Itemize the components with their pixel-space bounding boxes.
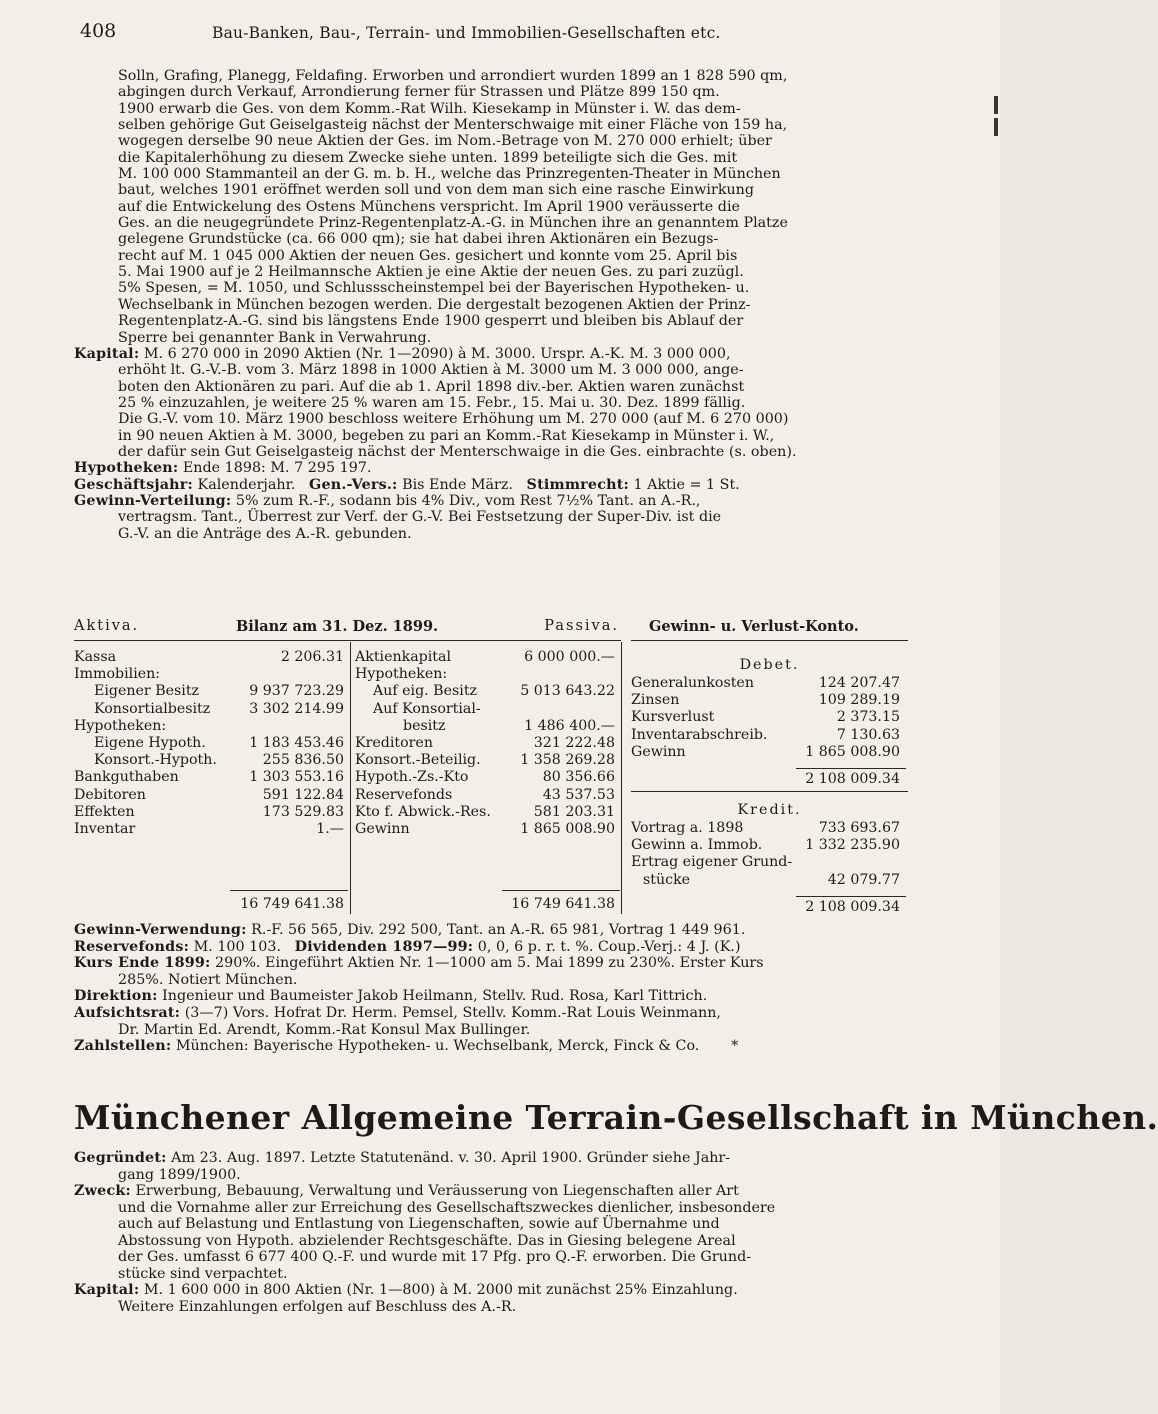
table-row: [631, 837, 908, 854]
passiva-total: 16 749 641.38: [511, 896, 615, 912]
row-label: Kursverlust: [631, 709, 715, 726]
table-row: [355, 666, 621, 683]
kapital-section: [74, 346, 908, 460]
hypotheken-section: [74, 460, 908, 476]
kurs-label: Kurs Ende 1899:: [74, 955, 211, 972]
row-value: 2 373.15: [836, 709, 900, 726]
row-label: Konsort.-Hypoth.: [94, 752, 217, 769]
row-value: 7 130.63: [836, 726, 900, 743]
row-value: 581 203.31: [533, 803, 615, 820]
stimmrecht-text: 1 Aktie = 1 St.: [633, 476, 740, 493]
row-label: Bankguthaben: [74, 769, 179, 786]
text-line: 5% Spesen, = M. 1050, und Schlussscheinstempel bei der Bayerischen Hypotheken- u.: [118, 280, 750, 297]
aufsichtsrat-label: Aufsichtsrat:: [74, 1004, 181, 1021]
table-row: [631, 675, 908, 692]
aktiva-total: 16 749 641.38: [240, 896, 344, 912]
rule: [631, 640, 908, 641]
stimmrecht-label: Stimmrecht:: [526, 476, 629, 493]
row-label: Konsort.-Beteilig.: [355, 752, 481, 769]
table-row: [74, 701, 350, 718]
page-number: 408: [80, 20, 117, 42]
hypotheken-label: Hypotheken:: [74, 460, 179, 477]
text-line: M. 100 000 Stammanteil an der G. m. b. H., welche das Prinzregenten-Theater in München: [118, 166, 781, 183]
text-line: Sperre bei genannter Bank in Verwahrung.: [118, 329, 432, 346]
row-value: 1 332 235.90: [805, 837, 900, 854]
row-label: Eigene Hypoth.: [94, 734, 206, 751]
table-row: [74, 821, 350, 838]
direktion-text: Ingenieur und Baumeister Jakob Heilmann, Stellv. Rud. Rosa, Karl Tittrich.: [162, 988, 708, 1005]
text-line: 1900 erwarb die Ges. von dem Komm.-Rat Wilh. Kiesekamp in Münster i. W. das dem-: [118, 100, 741, 117]
running-title: Bau-Banken, Bau-, Terrain- und Immobilien-Gesellschaften etc.: [212, 24, 721, 42]
text-line: der Ges. umfasst 6 677 400 Q.-F. und wurde mit 17 Pfg. pro Q.-F. erworben. Die Grund-: [118, 1249, 752, 1265]
rule: [74, 640, 621, 641]
gen-vers-text: Bis Ende März.: [402, 476, 513, 493]
edge-mark: [994, 96, 998, 114]
text-line: auf die Entwickelung des Ostens Münchens verspricht. Im April 1900 veräusserte die: [118, 198, 740, 215]
kapital-label: Kapital:: [74, 1282, 140, 1298]
row-value: 1 358 269.28: [520, 752, 615, 769]
gegruendet-label: Gegründet:: [74, 1150, 167, 1166]
zahlstellen-label: Zahlstellen:: [74, 1038, 172, 1055]
passiva-label: Passiva.: [544, 618, 619, 634]
gegruendet-text: Am 23. Aug. 1897. Letzte Statutenänd. v. 30. April 1900. Gründer siehe Jahr-: [171, 1150, 731, 1166]
row-value: 255 836.50: [262, 752, 344, 769]
balance-title: Bilanz am 31. Dez. 1899.: [236, 618, 439, 635]
text-line: in 90 neuen Aktien à M. 3000, begeben zu pari an Komm.-Rat Kiesekamp in Münster i. W.,: [118, 427, 775, 444]
text-line: abgingen durch Verkauf, Arrondierung ferner für Strassen und Plätze 899 150 qm.: [118, 84, 720, 101]
table-row: [631, 820, 908, 837]
table-row: [355, 718, 621, 735]
row-label: Aktienkapital: [355, 649, 451, 665]
geschaeftsjahr-section: [74, 477, 908, 493]
company-heading: Münchener Allgemeine Terrain-Gesellschaft in München.: [74, 1098, 1158, 1137]
table-row: [74, 666, 350, 683]
table-row: [355, 787, 621, 804]
row-label: besitz: [403, 717, 446, 734]
table-row: [355, 804, 621, 821]
row-value: 9 937 723.29: [249, 683, 344, 700]
zahlstellen-text: München: Bayerische Hypotheken- u. Wechselbank, Merck, Finck & Co.: [175, 1038, 700, 1055]
row-value: 1 303 553.16: [249, 769, 344, 786]
total-rule: [502, 890, 620, 891]
row-value: 6 000 000.—: [524, 649, 615, 665]
row-label: stücke: [643, 871, 691, 888]
text-line: 5. Mai 1900 auf je 2 Heilmannsche Aktien je eine Aktie der neuen Ges. zu pari zuzügl.: [118, 264, 744, 281]
row-value: 1 865 008.90: [520, 820, 615, 837]
aktiva-label: Aktiva.: [74, 618, 140, 634]
aufsichtsrat-text-continued: Dr. Martin Ed. Arendt, Komm.-Rat Konsul Max Bullinger.: [118, 1021, 531, 1038]
text-line: 5% zum R.-F., sodann bis 4% Div., vom Rest 7½% Tant. an A.-R.,: [235, 492, 701, 509]
table-row: [355, 735, 621, 752]
row-value: 109 289.19: [818, 692, 900, 709]
table-row: [74, 683, 350, 700]
debet-label: Debet.: [739, 657, 800, 673]
table-row: [355, 683, 621, 700]
text-line: Solln, Grafing, Planegg, Feldafing. Erworben und arrondiert wurden 1899 an 1 828 590 qm,: [118, 68, 788, 84]
table-row: [355, 701, 621, 718]
verwendung-text: R.-F. 56 565, Div. 292 500, Tant. an A.-R. 65 981, Vortrag 1 449 961.: [251, 922, 746, 938]
row-value: 591 122.84: [262, 786, 344, 803]
gewinnverteilung-section: [74, 493, 908, 542]
table-row: [74, 735, 350, 752]
row-label: Auf Konsortial-: [373, 700, 481, 717]
row-label: Kto f. Abwick.-Res.: [355, 803, 491, 820]
verwendung-label: Gewinn-Verwendung:: [74, 922, 247, 938]
row-value: 43 537.53: [542, 786, 615, 803]
asterisk-mark: *: [731, 1038, 739, 1055]
row-value: 173 529.83: [262, 803, 344, 820]
text-line: erhöht lt. G.-V.-B. vom 3. März 1898 in 1000 Aktien à M. 3000 um M. 3 000 000, ange-: [118, 362, 744, 379]
text-line: der dafür sein Gut Geiselgasteig nächst der Menterschwaige in die Ges. einbrachte (s. oben).: [118, 443, 797, 460]
row-value: 124 207.47: [818, 675, 900, 691]
debet-list: [631, 675, 908, 761]
text-line: stücke sind verpachtet.: [118, 1265, 288, 1282]
text-line: vertragsm. Tant., Überrest zur Verf. der G.-V. Bei Festsetzung der Super-Div. ist die: [118, 509, 722, 526]
dividenden-text: 0, 0, 6 p. r. t. %. Coup.-Verj.: 4 J. (K.): [477, 938, 741, 955]
kurs-text-continued: 285%. Notiert München.: [118, 971, 298, 988]
row-value: 733 693.67: [818, 820, 900, 836]
financial-tables: [74, 616, 908, 916]
row-label: Auf eig. Besitz: [373, 683, 477, 700]
reserve-label: Reservefonds:: [74, 938, 190, 955]
gewinnverteilung-label: Gewinn-Verteilung:: [74, 492, 232, 509]
table-row: [74, 787, 350, 804]
kapital-text: M. 1 600 000 in 800 Aktien (Nr. 1—800) à M. 2000 mit zunächst 25% Einzahlung.: [143, 1282, 738, 1298]
text-line: auch auf Belastung und Entlastung von Liegenschaften, sowie auf Übernahme und: [118, 1216, 720, 1232]
row-value: 2 206.31: [280, 649, 344, 665]
table-row: [355, 649, 621, 666]
row-label: Hypotheken:: [74, 717, 167, 734]
table-row: [631, 692, 908, 709]
kapital-text-continued: Weitere Einzahlungen erfolgen auf Beschluss des A.-R.: [118, 1298, 517, 1315]
passiva-column: [355, 649, 621, 838]
text-line: Ges. an die neugegründete Prinz-Regentenplatz-A.-G. in München ihre an genanntem Platze: [118, 215, 788, 232]
row-label: Zinsen: [631, 692, 680, 709]
reserve-text: M. 100 103.: [193, 938, 282, 955]
row-label: Eigener Besitz: [94, 683, 200, 700]
total-rule: [796, 896, 906, 897]
row-label: Konsortialbesitz: [94, 700, 211, 717]
text-line: wogegen derselbe 90 neue Aktien der Ges. im Nom.-Betrage von M. 270 000 erhielt; über: [118, 133, 772, 150]
total-rule: [230, 890, 348, 891]
text-line: recht auf M. 1 045 000 Aktien der neuen Ges. gesichert und konnte vom 25. April bis: [118, 247, 738, 264]
table-row: [74, 718, 350, 735]
hypotheken-text: Ende 1898: M. 7 295 197.: [182, 460, 372, 477]
text-line: Abstossung von Hypoth. abzielender Rechtsgeschäfte. Das in Giesing belegene Areal: [118, 1232, 736, 1249]
kurs-text: 290%. Eingeführt Aktien Nr. 1—1000 am 5. Mai 1899 zu 230%. Erster Kurs: [215, 955, 764, 972]
table-row: [74, 649, 350, 666]
geschaeftsjahr-text: Kalenderjahr.: [197, 476, 296, 493]
row-label: Kreditoren: [355, 734, 433, 751]
dividenden-label: Dividenden 1897—99:: [294, 938, 474, 955]
balance-sheet: [74, 616, 621, 916]
table-row: [355, 769, 621, 786]
row-value: 1 486 400.—: [524, 717, 615, 734]
row-value: 5 013 643.22: [520, 683, 615, 700]
row-value: 1.—: [316, 820, 344, 837]
zweck-text: [74, 1200, 908, 1283]
page-header: [80, 20, 920, 50]
balance-header: [74, 616, 621, 642]
row-label: Debitoren: [74, 786, 146, 803]
text-line: 25 % einzuzahlen, je weitere 25 % waren am 15. Febr., 15. Mai u. 30. Dez. 1899 fällig.: [118, 394, 746, 411]
company-description: [74, 68, 908, 542]
text-line: gelegene Grundstücke (ca. 66 000 qm); sie hat dabei ihren Aktionären ein Bezugs-: [118, 231, 719, 248]
text-line: Die G.-V. vom 10. März 1900 beschloss weitere Erhöhung um M. 270 000 (auf M. 6 270 000): [118, 411, 789, 428]
geschaeftsjahr-label: Geschäftsjahr:: [74, 476, 193, 493]
row-label: Inventarabschreib.: [631, 726, 768, 743]
row-label: Hypoth.-Zs.-Kto: [355, 769, 469, 786]
direktion-label: Direktion:: [74, 988, 158, 1005]
row-value: 42 079.77: [827, 871, 900, 888]
row-label: Ertrag eigener Grund-: [631, 854, 793, 871]
text-line: und die Vornahme aller zur Erreichung des Gesellschaftszweckes dienlicher, insbesondere: [118, 1199, 776, 1216]
text-line: Regentenplatz-A.-G. sind bis längstens Ende 1900 gesperrt und bleiben bis Ablauf der: [118, 313, 744, 330]
row-value: 321 222.48: [533, 734, 615, 751]
table-row: [355, 821, 621, 838]
table-row: [631, 727, 908, 744]
text-line: boten den Aktionären zu pari. Auf die ab 1. April 1898 div.-ber. Aktien waren zunächst: [118, 378, 745, 395]
table-row: [631, 709, 908, 726]
row-label: Gewinn: [355, 820, 410, 837]
company-entry: [74, 1150, 908, 1315]
aufsichtsrat-text: (3—7) Vors. Hofrat Dr. Herm. Pemsel, Stellv. Komm.-Rat Louis Weinmann,: [184, 1004, 721, 1021]
table-row: [631, 854, 908, 871]
guv-title: Gewinn- u. Verlust-Konto.: [649, 618, 859, 635]
row-label: Immobilien:: [74, 666, 161, 683]
text-line: selben gehörige Gut Geiselgasteig nächst der Menterschwaige mit einer Fläche von 159 ha,: [118, 117, 788, 134]
table-row: [631, 872, 908, 889]
text-line: M. 6 270 000 in 2090 Aktien (Nr. 1—2090) à M. 3000. Urspr. A.-K. M. 3 000 000,: [143, 345, 731, 362]
kredit-list: [631, 820, 908, 889]
kredit-total: 2 108 009.34: [805, 899, 900, 915]
text-line: die Kapitalerhöhung zu diesem Zwecke siehe unten. 1899 beteiligte sich die Ges. mit: [118, 149, 738, 166]
table-row: [74, 752, 350, 769]
profit-loss-account: [631, 616, 908, 916]
text-line: G.-V. an die Anträge des A.-R. gebunden.: [118, 525, 412, 542]
text-line: Erwerbung, Bebauung, Verwaltung und Veräusserung von Liegenschaften aller Art: [135, 1183, 739, 1199]
text-line: Wechselbank in München bezogen werden. Die dergestalt bezogenen Aktien der Prinz-: [118, 296, 751, 313]
table-row: [631, 744, 908, 761]
kredit-label: Kredit.: [737, 802, 802, 818]
gegruendet-text-continued: gang 1899/1900.: [118, 1166, 241, 1183]
row-label: Generalunkosten: [631, 675, 754, 691]
text-line: baut, welches 1901 eröffnet werden soll und von dem man sich eine rasche Einwirkung: [118, 182, 755, 199]
debet-total: 2 108 009.34: [805, 771, 900, 787]
total-rule: [796, 768, 906, 769]
row-label: Hypotheken:: [355, 666, 448, 683]
row-label: Kassa: [74, 649, 117, 665]
table-row: [355, 752, 621, 769]
aktiva-column: [74, 649, 350, 838]
column-divider: [350, 642, 351, 914]
row-label: Gewinn: [631, 743, 686, 760]
intro-paragraph: [74, 68, 908, 346]
table-row: [74, 769, 350, 786]
zweck-label: Zweck:: [74, 1183, 131, 1199]
rule: [631, 791, 908, 792]
table-row: [74, 804, 350, 821]
row-label: Reservefonds: [355, 786, 453, 803]
edge-mark: [994, 118, 998, 136]
row-label: Inventar: [74, 820, 136, 837]
row-value: 1 865 008.90: [805, 743, 900, 760]
column-divider: [621, 642, 622, 914]
row-value: 1 183 453.46: [249, 734, 344, 751]
row-value: 3 302 214.99: [249, 700, 344, 717]
gen-vers-label: Gen.-Vers.:: [309, 476, 398, 493]
row-value: 80 356.66: [542, 769, 615, 786]
kapital-label: Kapital:: [74, 345, 140, 362]
row-label: Effekten: [74, 803, 135, 820]
company-details: [74, 922, 908, 1055]
row-label: Vortrag a. 1898: [631, 820, 744, 836]
row-label: Gewinn a. Immob.: [631, 837, 763, 854]
